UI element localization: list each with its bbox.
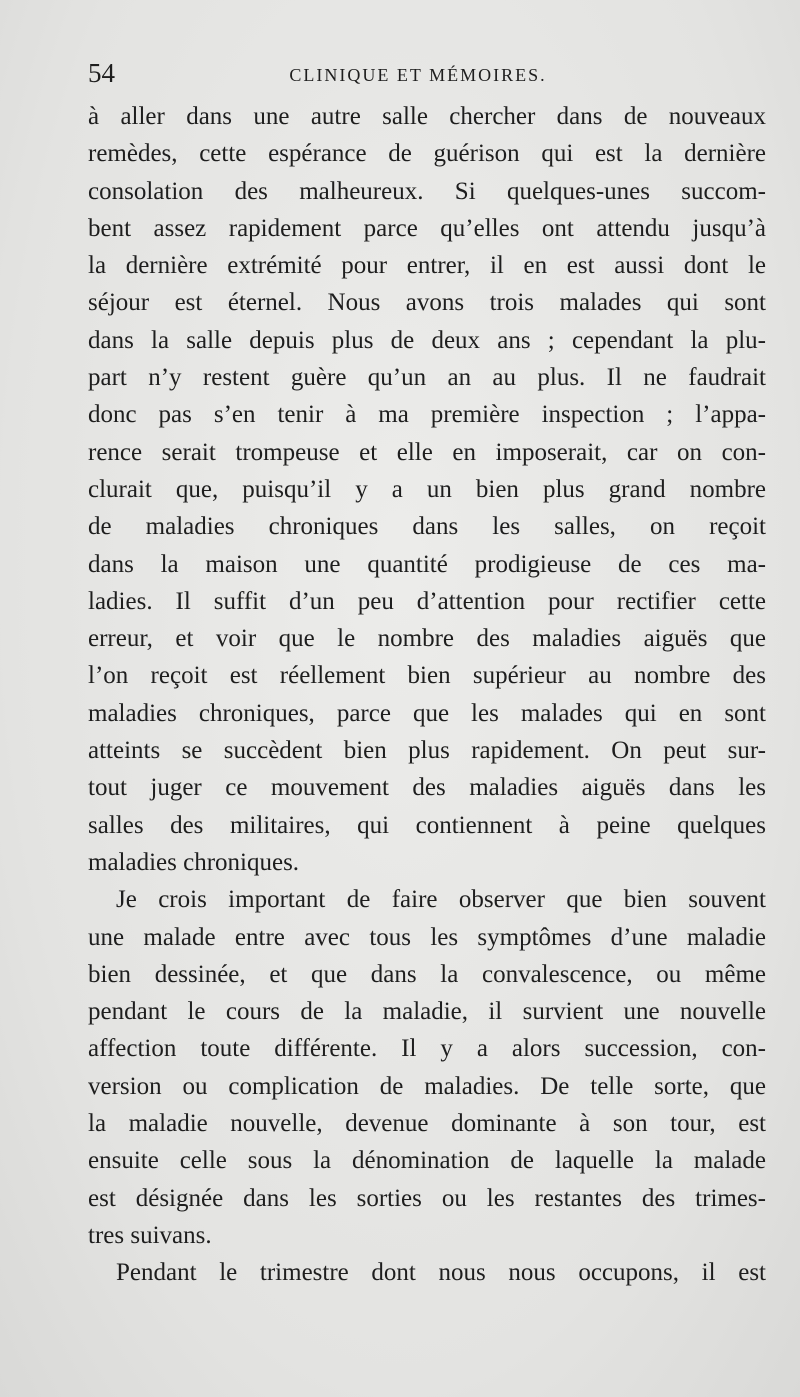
text-line: à aller dans une autre salle chercher dans de nouveaux: [88, 103, 766, 130]
text-line: salles des militaires, qui contiennent à peine quelques: [88, 811, 766, 839]
text-line: part n’y restent guère qu’un an au plus. Il ne faudrait: [88, 364, 766, 392]
text-line: séjour est éternel. Nous avons trois malades qui sont: [88, 289, 766, 317]
text-line: Je crois important de faire observer que bien souvent: [116, 886, 766, 914]
body-text: [88, 98, 766, 1292]
text-line: l’on reçoit est réellement bien supérieur au nombre des: [88, 662, 766, 690]
text-line: maladies chroniques, parce que les malades qui en sont: [88, 699, 766, 727]
running-head: [88, 58, 768, 94]
text-line: est désignée dans les sorties ou les restantes des trimes-: [88, 1184, 766, 1212]
text-line: pendant le cours de la maladie, il survient une nouvelle: [88, 998, 766, 1026]
page-number: 54: [88, 58, 115, 88]
text-line: maladies chroniques.: [88, 848, 300, 876]
text-line: erreur, et voir que le nombre des maladies aiguës que: [88, 625, 766, 653]
text-line: atteints se succèdent bien plus rapidement. On peut sur-: [88, 737, 766, 765]
text-line: tout juger ce mouvement des maladies aiguës dans les: [88, 774, 766, 802]
text-line: donc pas s’en tenir à ma première inspection ; l’appa-: [88, 401, 766, 429]
text-line: bent assez rapidement parce qu’elles ont attendu jusqu’à: [88, 214, 766, 242]
text-line: dans la maison une quantité prodigieuse de ces ma-: [88, 550, 766, 578]
text-line: clurait que, puisqu’il y a un bien plus grand nombre: [88, 475, 766, 503]
text-line: Pendant le trimestre dont nous nous occupons, il est: [116, 1259, 766, 1287]
text-line: ladies. Il suffit d’un peu d’attention pour rectifier cette: [88, 587, 766, 615]
text-line: tres suivans.: [88, 1221, 212, 1249]
text-line: version ou complication de maladies. De telle sorte, que: [88, 1072, 766, 1100]
text-line: dans la salle depuis plus de deux ans ; cependant la plu-: [88, 326, 766, 354]
text-line: affection toute différente. Il y a alors succession, con-: [88, 1035, 766, 1063]
running-title: CLINIQUE ET MÉMOIRES.: [289, 65, 547, 85]
text-line: rence serait trompeuse et elle en imposerait, car on con-: [88, 438, 766, 466]
text-line: la dernière extrémité pour entrer, il en est aussi dont le: [88, 252, 766, 280]
text-line: ensuite celle sous la dénomination de laquelle la malade: [88, 1147, 766, 1175]
text-line: la maladie nouvelle, devenue dominante à son tour, est: [88, 1110, 766, 1138]
text-line: consolation des malheureux. Si quelques-unes succom-: [88, 177, 766, 205]
text-line: une malade entre avec tous les symptômes d’une maladie: [88, 923, 766, 951]
text-line: de maladies chroniques dans les salles, on reçoit: [88, 513, 766, 541]
text-line: bien dessinée, et que dans la convalescence, ou même: [88, 960, 766, 988]
text-line: remèdes, cette espérance de guérison qui est la dernière: [88, 140, 766, 168]
